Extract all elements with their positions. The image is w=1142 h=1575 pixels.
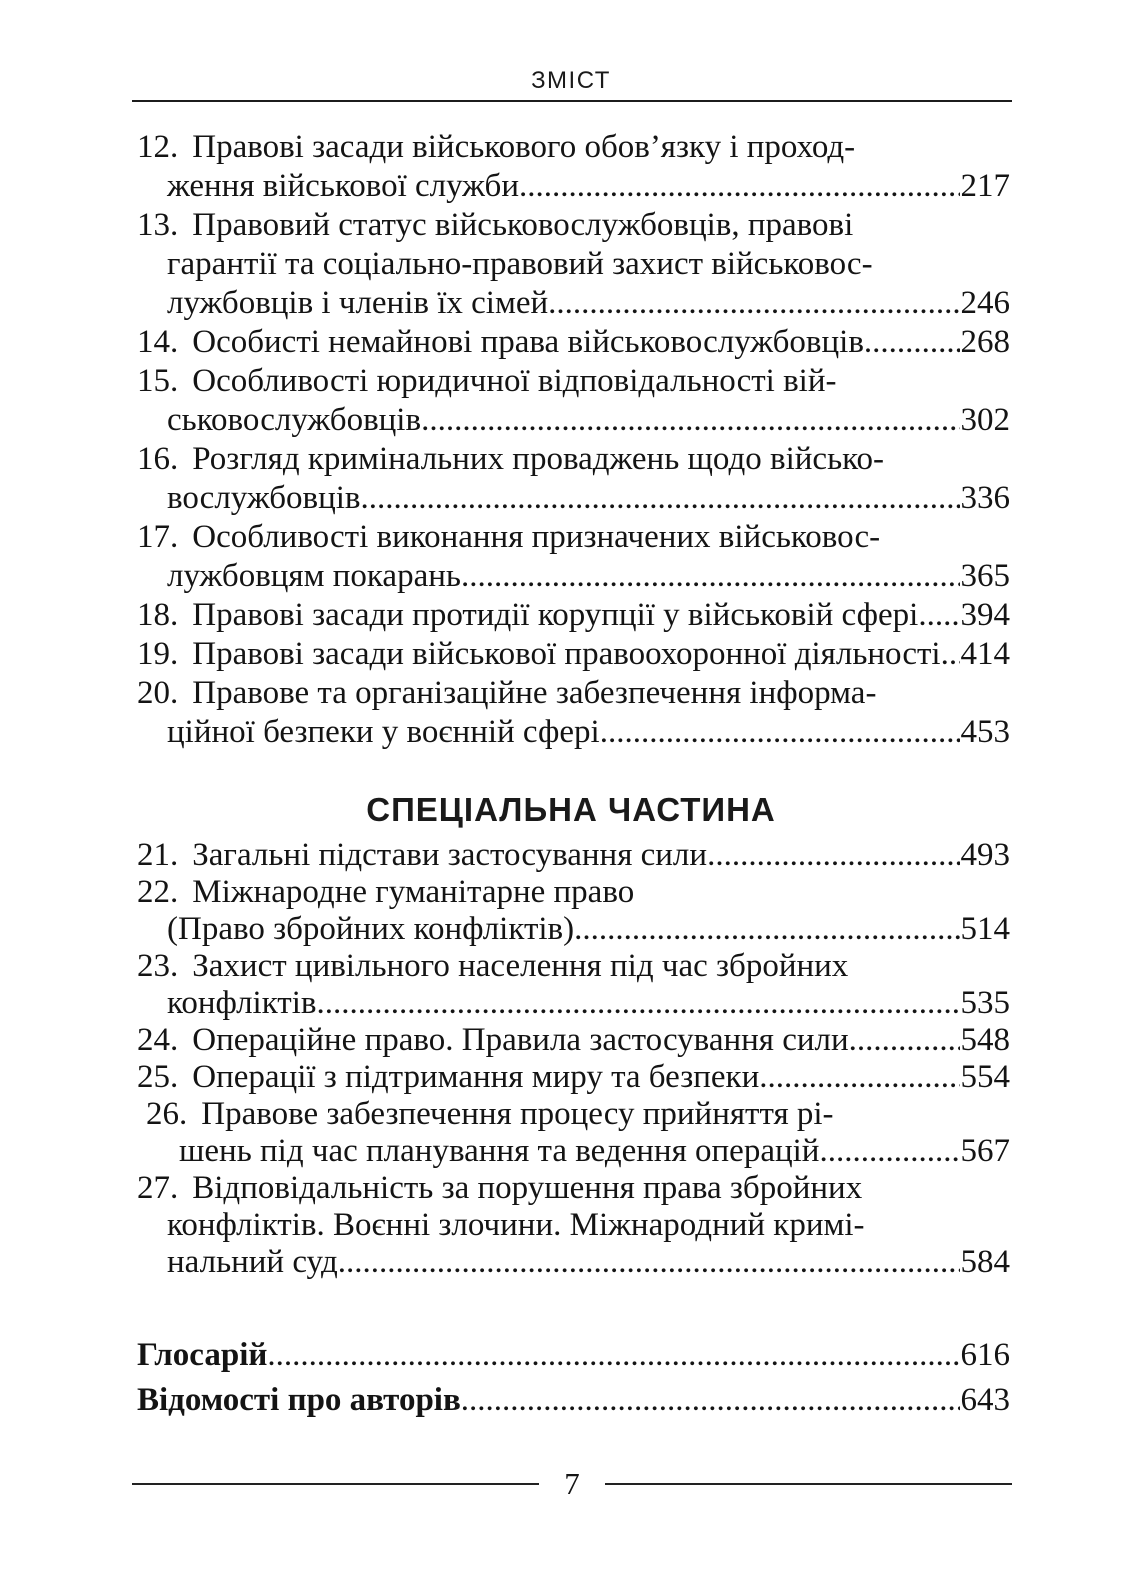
toc-entry: [137, 674, 1010, 752]
entry-title-line: Міжнародне гуманітарне право: [192, 874, 635, 910]
entry-title-line: нальний суд.: [167, 1244, 347, 1280]
entry-number: 13.: [137, 207, 179, 243]
toc-entry-line: [146, 1096, 1010, 1133]
toc-entry-line: [137, 362, 1010, 401]
page-header-title: ЗМІСТ: [531, 67, 611, 94]
entry-title-line: гарантії та соціально-правовий захист військовос-: [167, 246, 873, 282]
toc-entry: [137, 1378, 1010, 1423]
header-rule: [132, 100, 1012, 102]
entry-title-line: Правові засади протидії корупції у військовій сфері: [192, 597, 919, 633]
toc-entry-line: [137, 284, 1010, 323]
toc-entry-line: [137, 245, 1010, 284]
entry-page-number: 554: [960, 1059, 1010, 1095]
toc-entry: [137, 1170, 1010, 1281]
toc-entry-line: [137, 1207, 1010, 1244]
entry-title-line: (Право збройних конфліктів): [167, 911, 575, 947]
toc-entry: [137, 518, 1010, 596]
dot-leader: [849, 1022, 960, 1059]
entry-page-number: 567: [960, 1133, 1010, 1169]
toc-entry-line: [137, 557, 1010, 596]
toc-entry: [137, 128, 1010, 206]
entry-title-line: Загальні підстави застосування сили: [192, 837, 708, 873]
toc-entry-line: [137, 167, 1010, 206]
entry-page-number: 514: [960, 911, 1010, 947]
toc-entry-line: [137, 323, 1010, 362]
page-footer: [132, 1462, 1012, 1506]
footer-rule-left: [132, 1483, 539, 1485]
toc-entry-line: [137, 985, 1010, 1022]
dot-leader: [574, 911, 959, 948]
entry-title-line: конфліктів: [167, 985, 317, 1021]
dot-leader: [421, 401, 959, 440]
dot-leader: [707, 837, 959, 874]
entry-number: 22.: [137, 874, 179, 910]
entry-page-number: 217: [960, 168, 1010, 204]
entry-title: Відомості про авторів: [137, 1382, 461, 1418]
entry-title-line: ження військової служби: [167, 168, 519, 204]
entry-title-line: Правове та організаційне забезпечення інформа-: [192, 675, 877, 711]
toc-entry-line: [137, 874, 1010, 911]
dot-leader: [600, 713, 960, 752]
toc-entry-line: [137, 635, 1010, 674]
entry-number: 16.: [137, 441, 179, 477]
dot-leader: [316, 985, 959, 1022]
entry-title-line: вослужбовців: [167, 480, 361, 516]
entry-page-number: 414: [960, 636, 1010, 672]
dot-leader: [548, 284, 959, 323]
dot-leader: [941, 635, 960, 674]
entry-title-line: Операції з підтримання миру та безпеки: [192, 1059, 760, 1095]
entry-page-number: 535: [960, 985, 1010, 1021]
toc-entry-line: [146, 1133, 1010, 1170]
toc-entry: [137, 1059, 1010, 1096]
entry-page-number: 302: [960, 402, 1010, 438]
entry-number: 25.: [137, 1059, 179, 1095]
dot-leader: [461, 1378, 960, 1423]
entry-title-line: Правові засади військового обов’язку і проход-: [192, 129, 856, 165]
entry-title-line: конфліктів. Воєнні злочини. Міжнародний кримі-: [167, 1207, 865, 1243]
toc-entry-line: [137, 1378, 1010, 1423]
entry-title-line: Особисті немайнові права військовослужбовців: [192, 324, 864, 360]
dot-leader: [864, 323, 960, 362]
entry-page-number: 584: [960, 1244, 1010, 1280]
entry-title-line: лужбовців і членів їх сімей: [167, 285, 549, 321]
dot-leader: [918, 596, 959, 635]
entry-number: 23.: [137, 948, 179, 984]
toc-entry-line: [137, 401, 1010, 440]
toc-entry: [137, 440, 1010, 518]
toc-entry: [137, 206, 1010, 323]
entry-title-line: лужбовцям покарань: [167, 558, 461, 594]
entry-title-line: Правовий статус військовослужбовців, правові: [192, 207, 854, 243]
toc-entry: [137, 837, 1010, 874]
entry-page-number: 268: [960, 324, 1010, 360]
entry-number: 20.: [137, 675, 179, 711]
entry-page-number: 394: [960, 597, 1010, 633]
entry-page-number: 246: [960, 285, 1010, 321]
dot-leader: [819, 1133, 959, 1170]
toc-entry: [137, 874, 1010, 948]
entry-number: 19.: [137, 636, 179, 672]
dot-leader: [346, 1244, 959, 1281]
entry-title-line: шень під час планування та ведення операцій: [179, 1133, 820, 1169]
entry-page-number: 493: [960, 837, 1010, 873]
toc-entry-line: [137, 911, 1010, 948]
toc-entry: [137, 1022, 1010, 1059]
entry-number: 15.: [137, 363, 179, 399]
entry-page-number: 643: [960, 1382, 1010, 1418]
toc-entry: [137, 635, 1010, 674]
toc-entry-line: [137, 596, 1010, 635]
entry-title-line: Захист цивільного населення під час збройних: [192, 948, 849, 984]
section-heading: СПЕЦІАЛЬНА ЧАСТИНА: [366, 791, 776, 828]
entry-page-number: 336: [960, 480, 1010, 516]
toc-entry: [137, 362, 1010, 440]
toc-entry-line: [137, 837, 1010, 874]
entry-title-line: Відповідальність за порушення права збройних: [192, 1170, 863, 1206]
entry-page-number: 616: [960, 1337, 1010, 1373]
entry-title: Глосарій: [137, 1337, 268, 1373]
toc-entry-line: [137, 1333, 1010, 1378]
entry-page-number: 365: [960, 558, 1010, 594]
toc-entry-line: [137, 440, 1010, 479]
entry-number: 17.: [137, 519, 179, 555]
entry-number: 27.: [137, 1170, 179, 1206]
toc-general-list: [137, 128, 1010, 752]
toc-entry: [137, 1333, 1010, 1378]
entry-number: 21.: [137, 837, 179, 873]
toc-entry: [137, 323, 1010, 362]
entry-page-number: 453: [960, 714, 1010, 750]
toc-entry-line: [137, 518, 1010, 557]
toc-entry-line: [137, 1022, 1010, 1059]
entry-number: 26.: [146, 1096, 188, 1132]
toc-back-matter-list: [137, 1333, 1010, 1423]
toc-entry-line: [137, 674, 1010, 713]
toc-entry-line: [137, 128, 1010, 167]
page-number: 7: [564, 1466, 580, 1501]
dot-leader: [361, 479, 960, 518]
dot-leader: [267, 1333, 959, 1378]
entry-page-number: 548: [960, 1022, 1010, 1058]
dot-leader: [461, 557, 960, 596]
entry-title-line: ськовослужбовців: [167, 402, 422, 438]
toc-entry-line: [137, 1244, 1010, 1281]
toc-entry-line: [137, 1170, 1010, 1207]
entry-title-line: Особливості виконання призначених військовос-: [192, 519, 881, 555]
dot-leader: [519, 167, 960, 206]
toc-entry-line: [137, 206, 1010, 245]
entry-number: 18.: [137, 597, 179, 633]
toc-special-list: [137, 837, 1010, 1281]
entry-title-line: Правові засади військової правоохоронної діяльності: [192, 636, 941, 672]
entry-title-line: Особливості юридичної відповідальності вій-: [192, 363, 837, 399]
entry-title-line: Операційне право. Правила застосування сили: [192, 1022, 849, 1058]
footer-rule-right: [605, 1483, 1012, 1485]
toc-entry-line: [137, 1059, 1010, 1096]
entry-number: 24.: [137, 1022, 179, 1058]
dot-leader: [759, 1059, 959, 1096]
entry-title-line: ційної безпеки у воєнній сфері: [167, 714, 600, 750]
entry-title-line: Розгляд кримінальних проваджень щодо військо-: [192, 441, 884, 477]
toc-entry-line: [137, 713, 1010, 752]
entry-number: 12.: [137, 129, 179, 165]
entry-title-line: Правове забезпечення процесу прийняття рі-: [201, 1096, 834, 1132]
toc-entry-line: [137, 479, 1010, 518]
toc-entry-line: [137, 948, 1010, 985]
toc-entry: [146, 1096, 1010, 1170]
entry-number: 14.: [137, 324, 179, 360]
toc-entry: [137, 948, 1010, 1022]
toc-entry: [137, 596, 1010, 635]
